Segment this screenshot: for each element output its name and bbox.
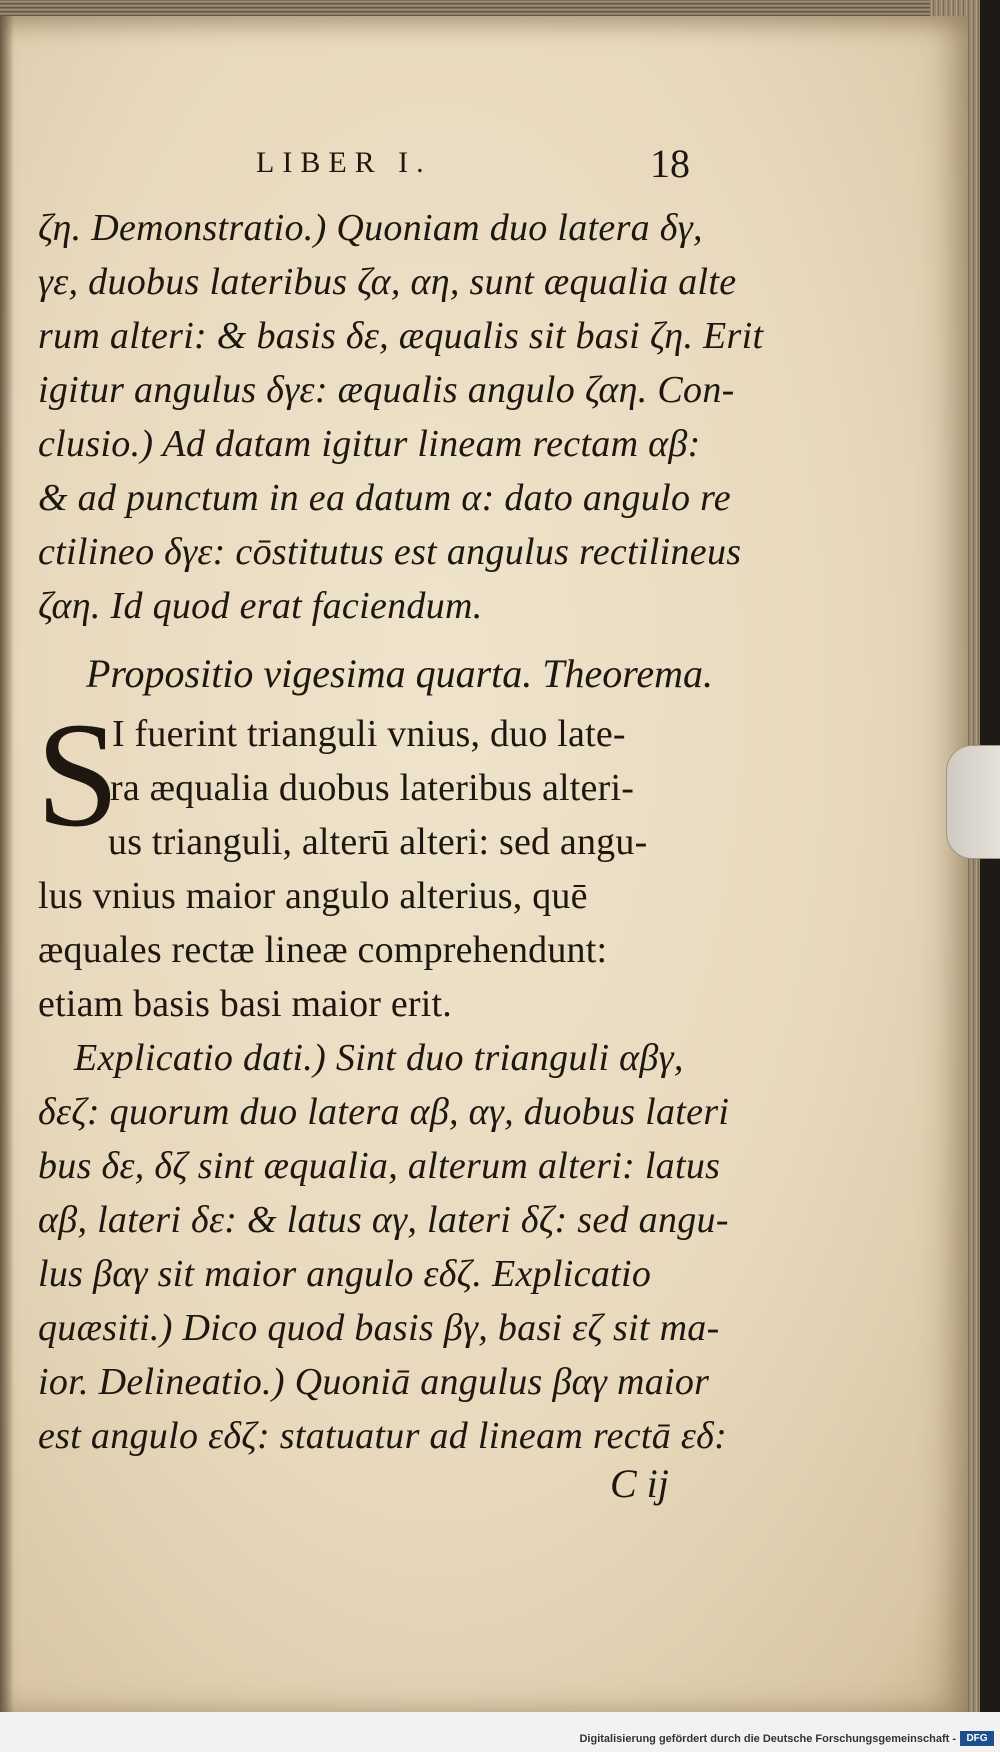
text-line: ior. Delineatio.) Quoniā angulus βαγ maior xyxy=(38,1361,710,1403)
text-line: ctilineo δγε: cōstitutus est angulus rectilineus xyxy=(38,531,742,573)
footer-bar xyxy=(0,1712,1000,1752)
dfg-logo[interactable]: DFG xyxy=(960,1731,994,1746)
proposition-line: æquales rectæ lineæ comprehendunt: xyxy=(38,929,608,971)
text-line: Explicatio dati.) Sint duo trianguli αβγ, xyxy=(74,1037,684,1079)
text-line: & ad punctum in ea datum α: dato angulo re xyxy=(38,477,731,519)
digitization-credit: Digitalisierung gefördert durch die Deutsche Forschungsgemeinschaft - xyxy=(579,1733,956,1745)
text-line: bus δε, δζ sint æqualia, alterum alteri: latus xyxy=(38,1145,721,1187)
proposition-line: I fuerint trianguli vnius, duo late- xyxy=(112,713,626,755)
signature-mark: C ij xyxy=(610,1461,669,1506)
text-line: γε, duobus lateribus ζα, αη, sunt æqualia alte xyxy=(38,261,737,303)
proposition-line: etiam basis basi maior erit. xyxy=(38,983,452,1025)
text-line: lus βαγ sit maior angulo εδζ. Explicatio xyxy=(38,1253,652,1295)
text-line: igitur angulus δγε: æqualis angulo ζαη. Con- xyxy=(38,369,735,411)
text-line: ζη. Demonstratio.) Quoniam duo latera δγ, xyxy=(38,207,703,249)
proposition-heading: Propositio vigesima quarta. Theorema. xyxy=(86,651,714,696)
text-line: ζαη. Id quod erat faciendum. xyxy=(38,585,483,627)
text-line: δεζ: quorum duo latera αβ, αγ, duobus lateri xyxy=(38,1091,730,1133)
text-line: quæsiti.) Dico quod basis βγ, basi εζ sit ma- xyxy=(38,1307,720,1349)
text-line: clusio.) Ad datam igitur lineam rectam αβ: xyxy=(38,423,701,465)
bookmark-tab xyxy=(946,745,1000,859)
proposition-line: ra æqualia duobus lateribus alteri- xyxy=(110,767,635,809)
running-title: LIBER I. xyxy=(256,146,432,179)
text-line: est angulo εδζ: statuatur ad lineam rectā εδ: xyxy=(38,1415,728,1457)
drop-cap: S xyxy=(36,692,120,858)
text-line: αβ, lateri δε: & latus αγ, lateri δζ: sed angu- xyxy=(38,1199,729,1241)
proposition-line: us trianguli, alterū alteri: sed angu- xyxy=(108,821,648,863)
page-gutter-shadow xyxy=(0,16,14,1712)
text-line: rum alteri: & basis δε, æqualis sit basi ζη. Erit xyxy=(38,315,764,357)
proposition-line: lus vnius maior angulo alterius, quē xyxy=(38,875,588,917)
page-number: 18 xyxy=(650,141,690,186)
